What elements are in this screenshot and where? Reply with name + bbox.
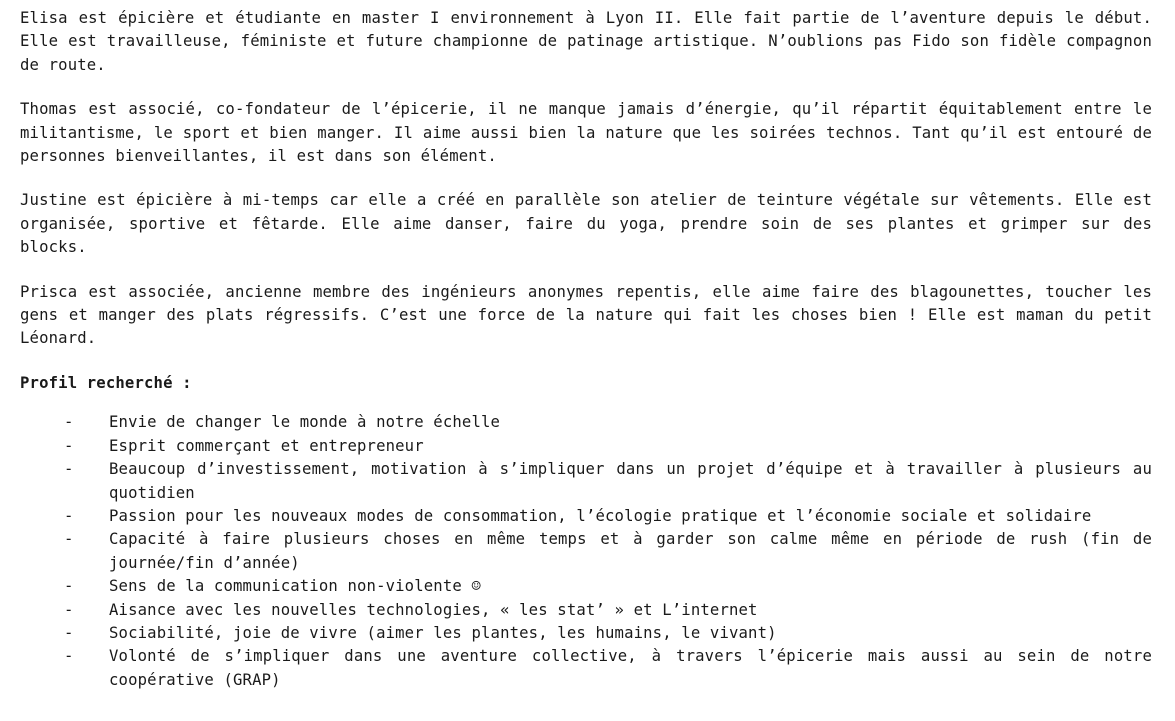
list-item-text: Envie de changer le monde à notre échelle	[109, 413, 501, 432]
document-page	[20, 7, 1152, 692]
paragraph-justine: Justine est épicière à mi-temps car elle a créé en parallèle son atelier de teinture végétale sur vêtements. Elle est organisée, sportive et fêtarde. Elle aime danser, faire du yoga, prendre soin de ses plantes et grimper sur des blocks.	[20, 191, 1152, 257]
list-item-text: Sociabilité, joie de vivre (aimer les plantes, les humains, le vivant)	[109, 623, 777, 642]
list-item	[20, 645, 1152, 692]
list-item	[20, 458, 1152, 505]
bullet-dash: -	[64, 577, 74, 596]
bullet-dash: -	[64, 413, 74, 432]
paragraph-prisca: Prisca est associée, ancienne membre des ingénieurs anonymes repentis, elle aime faire des blagounettes, toucher les gens et manger des plats régressifs. C’est une force de la nature qui fait les choses bien ! Elle est maman du petit Léonard.	[20, 282, 1152, 348]
list-item	[20, 435, 1152, 458]
bullet-dash: -	[64, 600, 74, 619]
bullet-dash: -	[64, 647, 74, 666]
bullet-dash: -	[64, 506, 74, 525]
list-item-text: Volonté de s’impliquer dans une aventure collective, à travers l’épicerie mais aussi au sein de notre coopérative (GRAP)	[109, 647, 1152, 689]
list-item	[20, 528, 1152, 575]
bullet-dash: -	[64, 460, 74, 479]
list-item	[20, 575, 1152, 598]
bullet-dash: -	[64, 530, 74, 549]
list-item-text: Sens de la communication non-violente ☺	[109, 577, 481, 596]
bullet-dash: -	[64, 623, 74, 642]
bullet-dash: -	[64, 436, 74, 455]
list-item	[20, 411, 1152, 434]
profile-list	[20, 411, 1152, 692]
list-item-text: Aisance avec les nouvelles technologies, « les stat’ » et L’internet	[109, 600, 758, 619]
list-item-text: Esprit commerçant et entrepreneur	[109, 436, 424, 455]
list-item	[20, 622, 1152, 645]
list-item	[20, 505, 1152, 528]
profile-heading: Profil recherché :	[20, 373, 192, 392]
list-item-text: Passion pour les nouveaux modes de consommation, l’écologie pratique et l’économie sociale et solidaire	[109, 506, 1092, 525]
list-item-text: Beaucoup d’investissement, motivation à s’impliquer dans un projet d’équipe et à travailler à plusieurs au quotidien	[109, 460, 1152, 502]
paragraph-thomas: Thomas est associé, co-fondateur de l’épicerie, il ne manque jamais d’énergie, qu’il répartit équitablement entre le militantisme, le sport et bien manger. Il aime aussi bien la nature que les soirées technos. Tant qu’il est entouré de personnes bienveillantes, il est dans son élément.	[20, 100, 1152, 166]
list-item-text: Capacité à faire plusieurs choses en même temps et à garder son calme même en période de rush (fin de journée/fin d’année)	[109, 530, 1152, 572]
list-item	[20, 599, 1152, 622]
paragraph-elisa: Elisa est épicière et étudiante en master I environnement à Lyon II. Elle fait partie de l’aventure depuis le début. Elle est travailleuse, féministe et future championne de patinage artistique. N’oublions pas Fido son fidèle compagnon de route.	[20, 9, 1152, 74]
